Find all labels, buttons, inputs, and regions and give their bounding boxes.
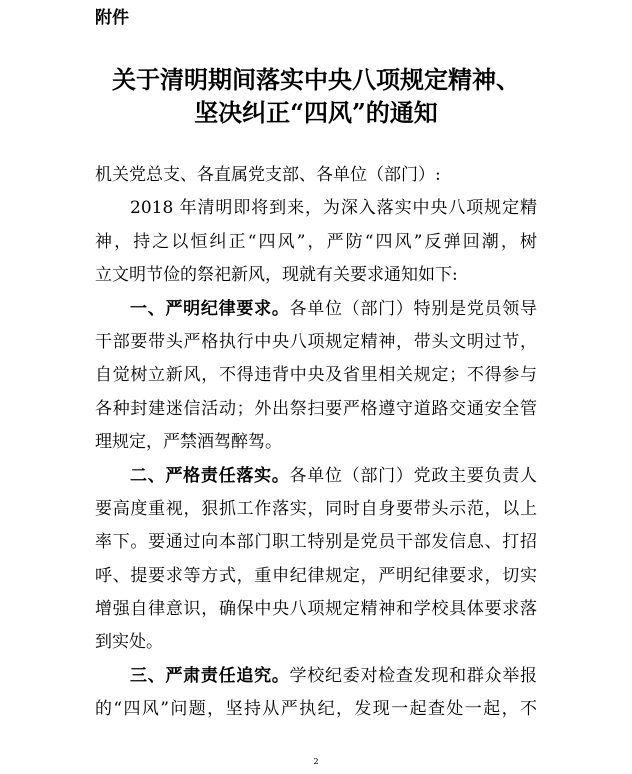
section-first-line [95, 660, 537, 693]
body-text: 各单位（部门）特别是党员领导 [289, 298, 537, 319]
body-line: 呼、提要求等方式，重申纪律规定，严明纪律要求，切实 [95, 565, 537, 586]
body-line: 的“四风”问题，坚持从严执纪，发现一起查处一起，不 [95, 699, 537, 720]
body-text: 学校纪委对检查发现和群众举报 [289, 665, 537, 686]
section-responsibility [95, 460, 537, 660]
body-line: 率下。要通过向本部门职工特别是党员干部发信息、打招 [95, 532, 537, 553]
document-body [95, 159, 537, 727]
attachment-label: 附件 [95, 8, 129, 28]
body-line: 立文明节俭的祭祀新风，现就有关要求通知如下: [95, 265, 458, 286]
section-first-line [95, 460, 537, 493]
section-heading: 一、严明纪律要求。 [130, 298, 290, 319]
section-heading: 三、严肃责任追究。 [130, 665, 290, 686]
document-title-line-1: 关于清明期间落实中央八项规定精神、 [112, 65, 520, 94]
section-heading: 二、严格责任落实。 [130, 465, 290, 486]
body-line: 要高度重视，狠抓工作落实，同时自身要带头示范，以上 [95, 498, 537, 519]
body-line: 干部要带头严格执行中央八项规定精神，带头文明过节， [95, 331, 537, 352]
body-line: 到实处。 [95, 632, 163, 653]
section-discipline [95, 293, 537, 460]
body-text: 各单位（部门）党政主要负责人 [289, 465, 537, 486]
section-first-line [95, 293, 537, 326]
body-line: 神，持之以恒纠正“四风”，严防“四风”反弹回潮，树 [95, 231, 537, 252]
intro-paragraph [95, 192, 537, 292]
body-line: 各种封建迷信活动；外出祭扫要严格遵守道路交通安全管 [95, 398, 537, 419]
body-line: 理规定，严禁酒驾醉驾。 [95, 432, 282, 453]
salutation: 机关党总支、各直属党支部、各单位（部门）: [95, 165, 441, 185]
document-title-line-2: 坚决纠正“四风”的通知 [194, 98, 438, 127]
body-line: 自觉树立新风，不得违背中央及省里相关规定；不得参与 [95, 365, 537, 386]
body-line: 2018 年清明即将到来，为深入落实中央八项规定精 [130, 198, 537, 219]
section-accountability [95, 660, 537, 727]
page-number: 2 [313, 757, 319, 766]
body-line: 增强自律意识，确保中央八项规定精神和学校具体要求落 [95, 599, 537, 620]
